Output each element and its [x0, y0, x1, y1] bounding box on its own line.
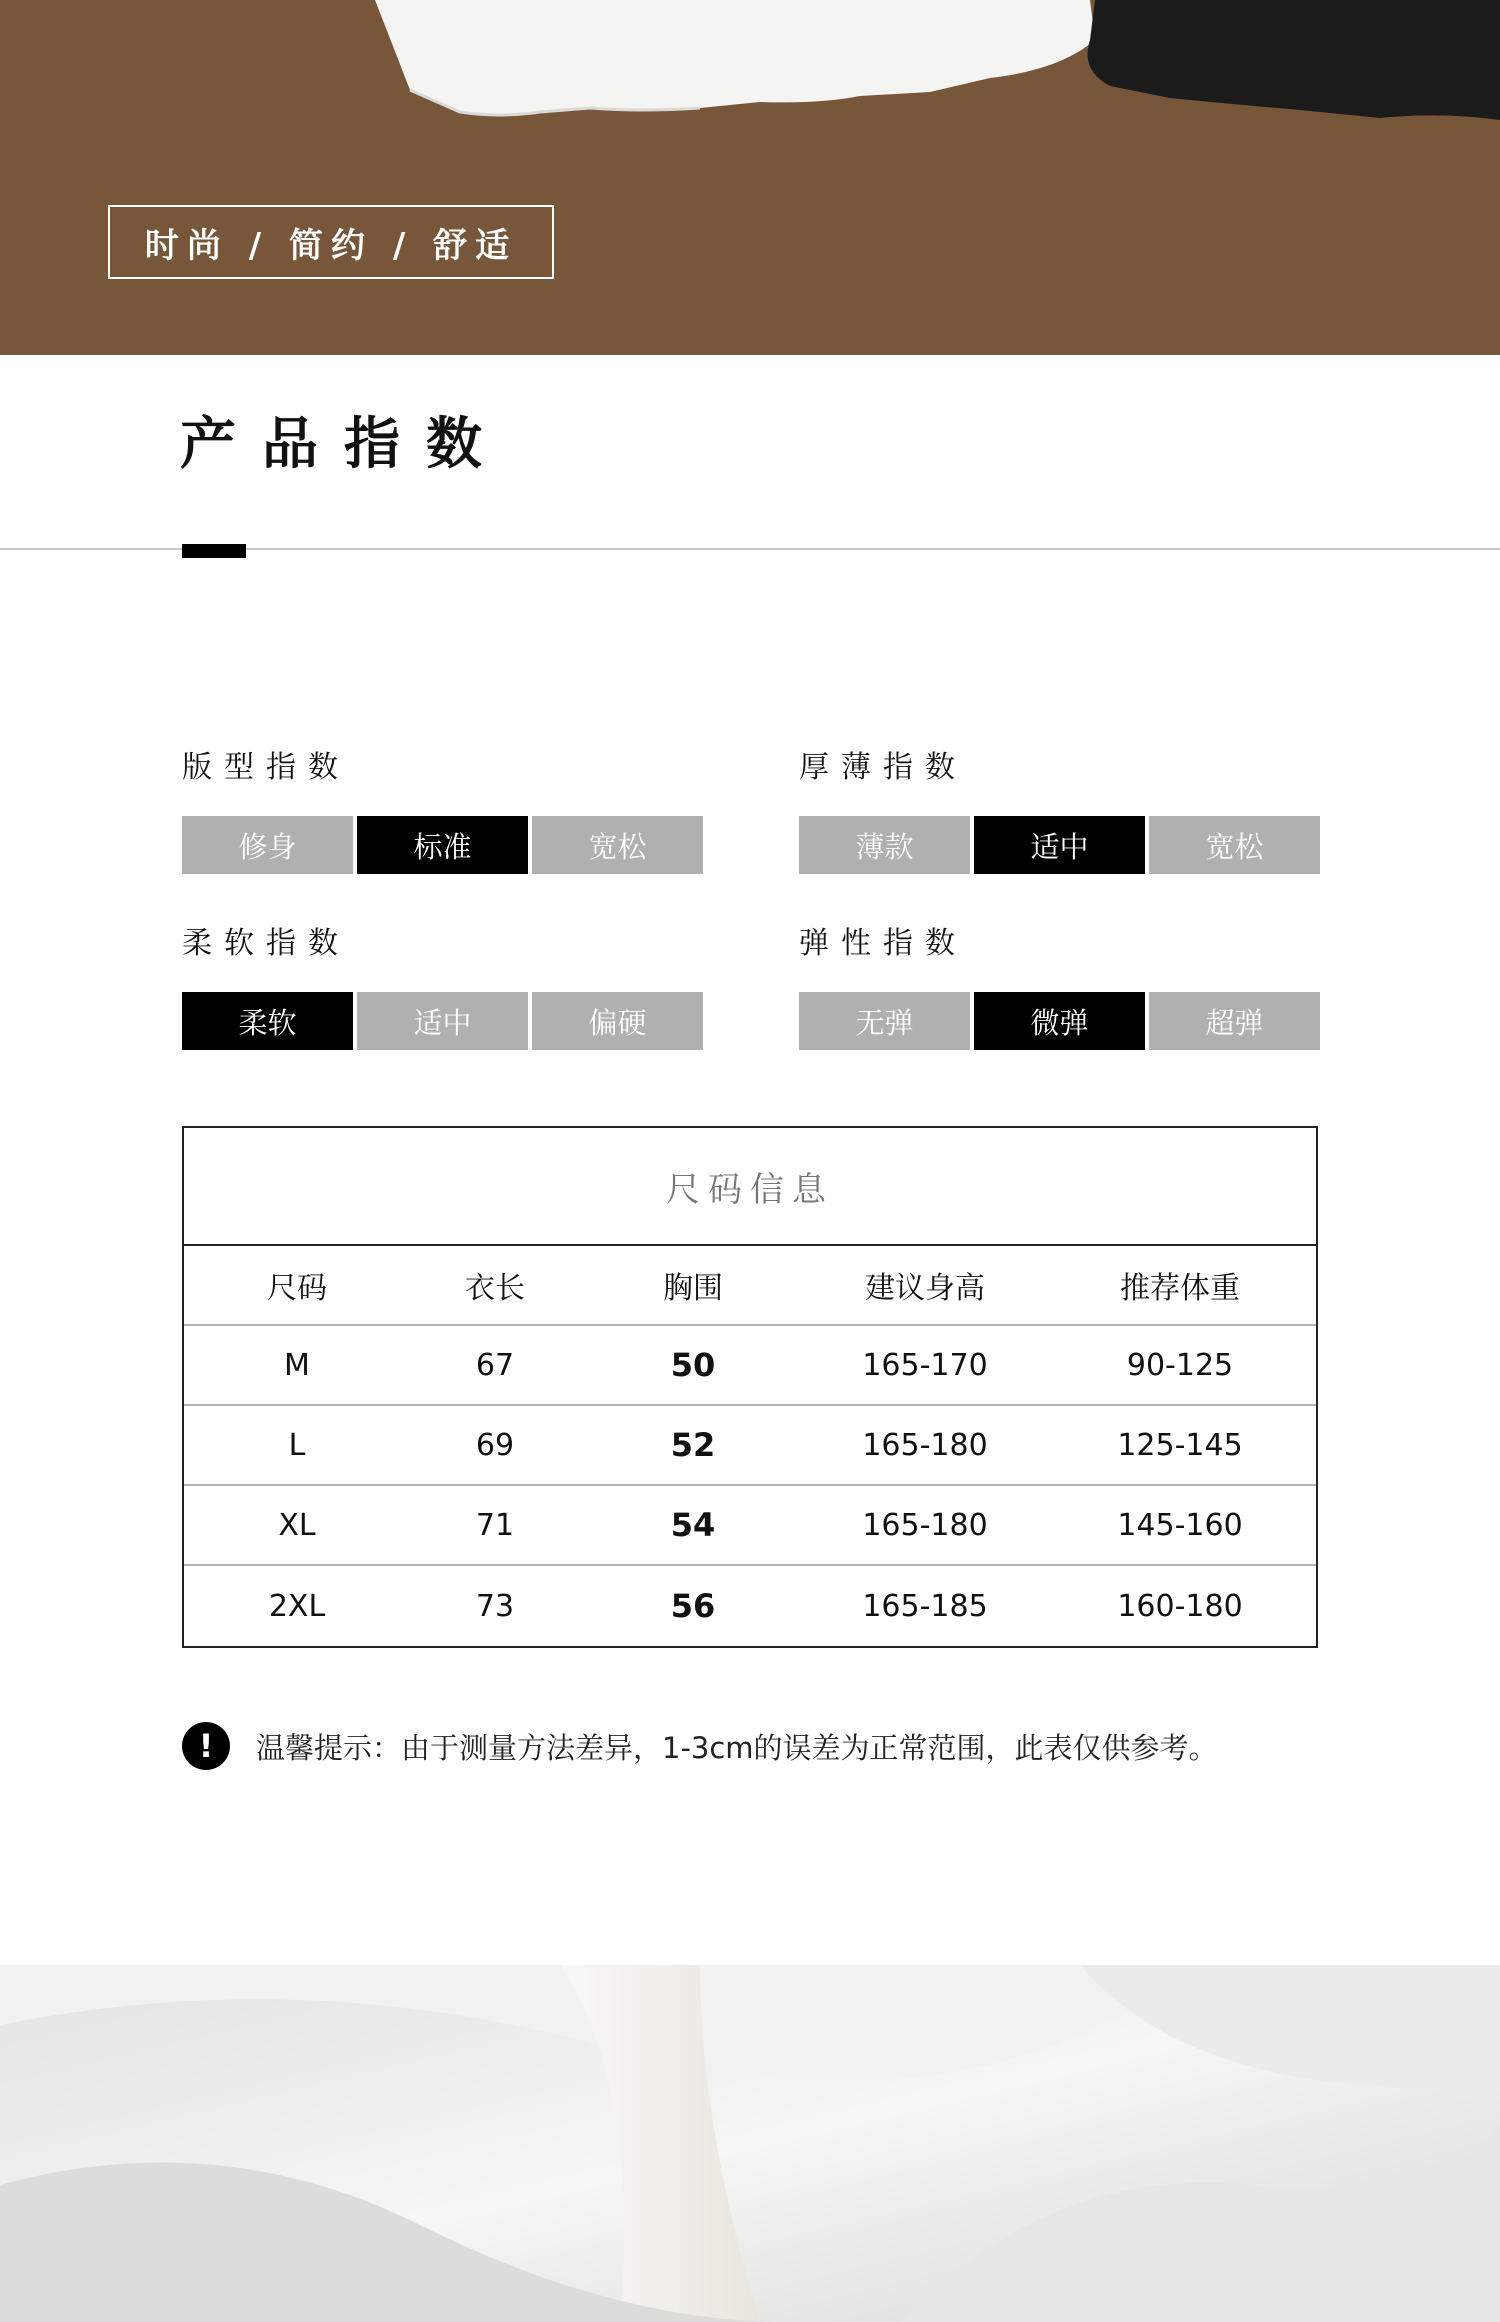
table-cell: 125-145: [1117, 1427, 1243, 1463]
table-cell: 54: [670, 1506, 716, 1544]
index-label: 弹性指数: [799, 926, 967, 961]
table-header-cell: 衣长: [465, 1271, 525, 1306]
table-cell: 165-170: [862, 1347, 988, 1383]
garment-photo: [0, 0, 1500, 140]
index-option: 宽松: [1149, 816, 1320, 874]
table-header-cell: 推荐体重: [1120, 1271, 1240, 1306]
index-option-selected: 柔软: [182, 992, 353, 1050]
table-cell: L: [288, 1427, 306, 1463]
index-label: 厚薄指数: [799, 750, 967, 785]
table-row: [184, 1566, 1316, 1646]
index-option: 超弹: [1149, 992, 1320, 1050]
table-row: [184, 1486, 1316, 1566]
index-options: [182, 992, 703, 1050]
table-cell: 73: [475, 1588, 515, 1624]
index-option-selected: 标准: [357, 816, 528, 874]
index-block-thickness: [799, 748, 1319, 864]
index-options: [799, 992, 1320, 1050]
table-caption: 尺码信息: [184, 1128, 1316, 1246]
table-row: [184, 1406, 1316, 1486]
table-cell: M: [284, 1347, 310, 1383]
table-row: [184, 1326, 1316, 1406]
slogan-text: 时尚 / 简约 / 舒适: [144, 225, 518, 266]
index-options: [799, 816, 1320, 874]
fabric-folds: [0, 1965, 1500, 2322]
index-option: 偏硬: [532, 992, 703, 1050]
index-option: 宽松: [532, 816, 703, 874]
table-cell: 145-160: [1117, 1507, 1243, 1543]
slogan-box: [108, 205, 554, 279]
table-cell: 52: [670, 1426, 716, 1464]
table-cell: 165-180: [862, 1507, 988, 1543]
index-label: 柔软指数: [182, 926, 350, 961]
index-option-selected: 适中: [974, 816, 1145, 874]
size-table: [182, 1126, 1318, 1648]
table-header-row: [184, 1246, 1316, 1326]
section-title: 产品指数: [180, 412, 508, 477]
section-accent-bar: [182, 544, 246, 558]
table-header-cell: 尺码: [267, 1271, 327, 1306]
tip-text: 温馨提示：由于测量方法差异，1-3cm的误差为正常范围，此表仅供参考。: [256, 1730, 1218, 1765]
table-cell: 165-185: [862, 1588, 988, 1624]
table-cell: 90-125: [1126, 1347, 1234, 1383]
exclamation-icon: !: [182, 1722, 230, 1770]
table-cell: 2XL: [268, 1588, 326, 1624]
index-block-elasticity: [799, 924, 1319, 1040]
index-label: 版型指数: [182, 750, 350, 785]
index-options: [182, 816, 703, 874]
table-cell: XL: [278, 1507, 316, 1543]
tip-note: [182, 1722, 1218, 1770]
index-block-fit: [182, 748, 702, 864]
table-cell: 71: [475, 1507, 515, 1543]
table-header-cell: 建议身高: [865, 1271, 985, 1306]
table-header-cell: 胸围: [663, 1271, 723, 1306]
hero-banner: [0, 0, 1500, 355]
fabric-photo: [0, 1965, 1500, 2322]
table-cell: 50: [670, 1346, 716, 1384]
index-option: 适中: [357, 992, 528, 1050]
index-option: 薄款: [799, 816, 970, 874]
table-cell: 160-180: [1117, 1588, 1243, 1624]
index-block-softness: [182, 924, 702, 1040]
table-cell: 69: [475, 1427, 515, 1463]
index-option-selected: 微弹: [974, 992, 1145, 1050]
index-option: 无弹: [799, 992, 970, 1050]
index-option: 修身: [182, 816, 353, 874]
table-cell: 165-180: [862, 1427, 988, 1463]
table-cell: 67: [475, 1347, 515, 1383]
table-cell: 56: [670, 1587, 716, 1625]
